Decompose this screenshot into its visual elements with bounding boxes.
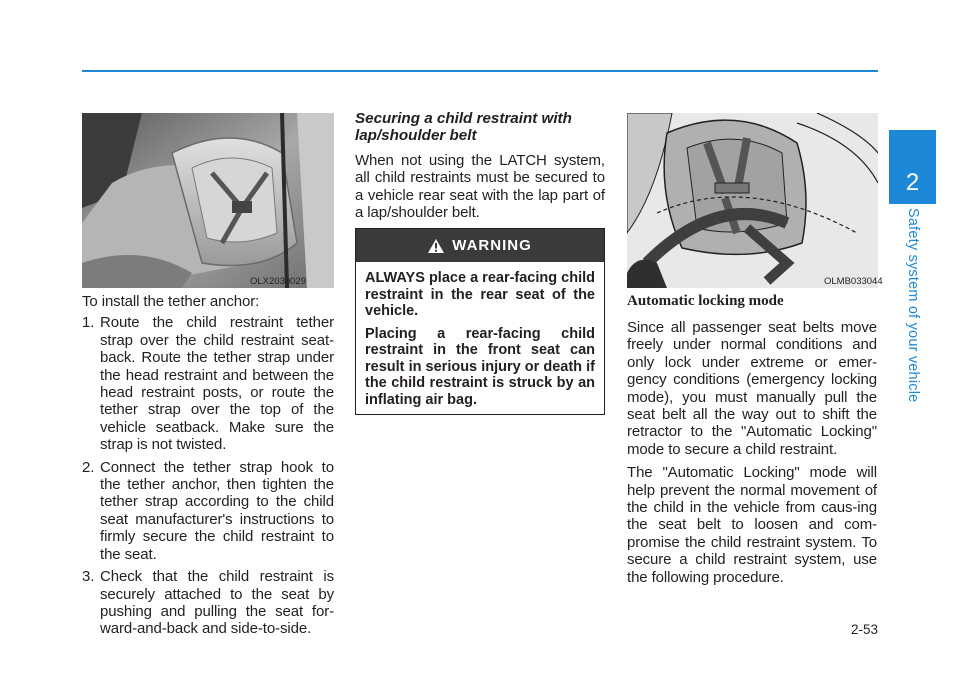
- child-seat-tether-photo-icon: [82, 113, 334, 288]
- warning-header: [356, 229, 604, 262]
- section-heading-auto-lock: Automatic locking mode: [627, 293, 784, 309]
- tether-intro: To install the tether anchor:: [82, 293, 260, 310]
- section-heading-lap-belt: Securing a child restraint with lap/shoulder belt: [355, 110, 572, 144]
- top-rule: [82, 70, 878, 72]
- warning-paragraph: ALWAYS place a rear-facing child restraint in the rear seat of the vehicle.: [365, 270, 595, 319]
- section-title: Safety system of your vehicle: [905, 208, 921, 403]
- warning-body: [356, 262, 604, 408]
- warning-box: [355, 228, 605, 415]
- tether-steps: [82, 314, 334, 637]
- list-item: 1. Route the child restraint tether strap over the child restraint seat-back. Route the tether strap under the head restraint and between the head restraint posts, or route the tether strap over the top of the vehicle seatback. Make sure the strap is not twisted.: [82, 314, 334, 454]
- section-title-vertical: [895, 208, 931, 408]
- child-seat-harness-drawing-icon: [627, 113, 878, 288]
- section-tab-number: 2: [889, 130, 936, 204]
- list-item: 2. Connect the tether strap hook to the tether anchor, then tighten the tether strap according to the child seat manufacturer's instructions to firmly secure the child restraint to the seat.: [82, 458, 334, 563]
- tether-anchor-instructions: [82, 293, 334, 643]
- figure-code-right: OLMB033044: [824, 276, 883, 287]
- page-number: 2-53: [850, 622, 878, 637]
- list-item: 3. Check that the child restraint is securely attached to the seat by pushing and pulling the seat for-ward-and-back and side-to-side.: [82, 568, 334, 638]
- paragraph: Since all passenger seat belts move freely under normal conditions and only lock under extreme or emer-gency conditions (emergency locking mode), you must manually pull the seat belt all the way out to shift the retractor to the "Automatic Locking" mode to secure a child restraint.: [627, 319, 877, 458]
- warning-triangle-icon: [428, 239, 444, 253]
- figure-code-left: OLX2030029: [250, 276, 306, 287]
- lap-belt-paragraph: When not using the LATCH system, all child restraints must be secured to a vehicle rear seat with the lap part of a lap/shoulder belt.: [355, 152, 605, 222]
- child-seat-tether-photo: [82, 113, 334, 288]
- child-seat-harness-drawing: [627, 113, 878, 288]
- warning-title: WARNING: [452, 237, 532, 254]
- paragraph: The "Automatic Locking" mode will help prevent the normal movement of the child in the vehicle from caus-ing the seat belt to loosen and com-promise the child restraint system. To secure a child restraint system, use the following procedure.: [627, 464, 877, 586]
- warning-paragraph: Placing a rear-facing child restraint in the front seat can result in serious injury or death if the child restraint is struck by an inflating air bag.: [365, 325, 595, 408]
- auto-lock-paragraphs: [627, 319, 877, 592]
